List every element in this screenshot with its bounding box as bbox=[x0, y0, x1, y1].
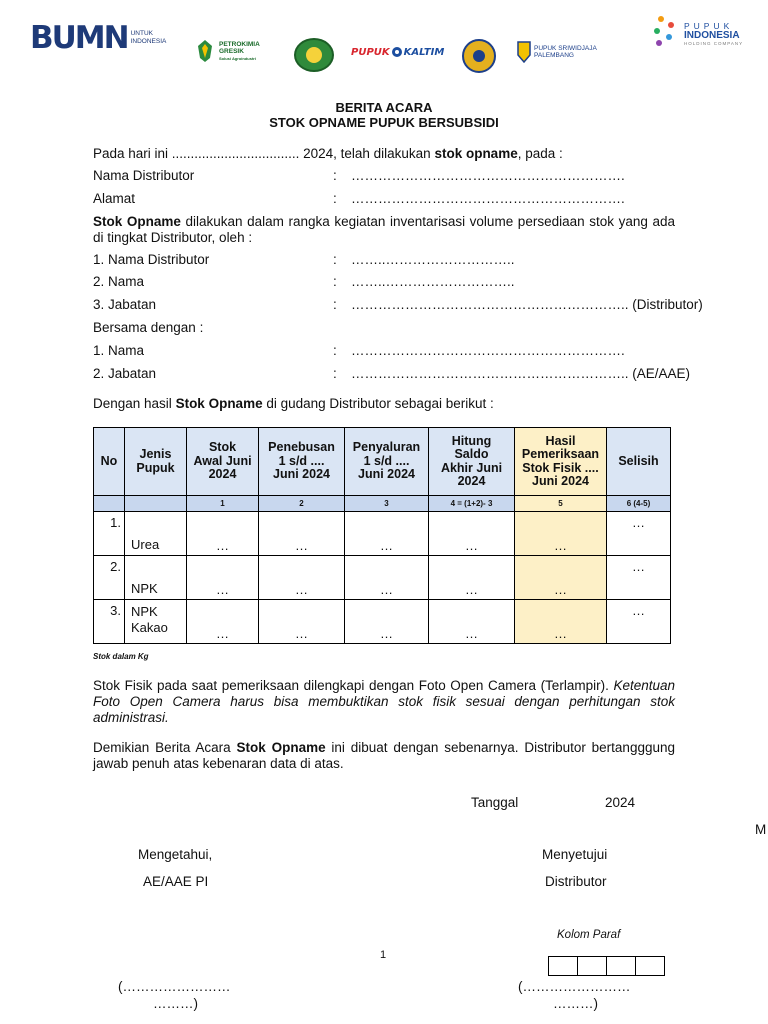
cell-stok-fisik[interactable]: … bbox=[515, 556, 607, 600]
cell-penebusan[interactable]: … bbox=[259, 600, 345, 644]
cell-selisih[interactable]: … bbox=[607, 556, 671, 600]
header-hitung-saldo: Hitung Saldo Akhir Juni 2024 bbox=[429, 428, 515, 496]
field-nama-distributor: Nama Distributor : ……………………………………………………. bbox=[93, 168, 625, 183]
table-number-row bbox=[94, 496, 671, 512]
paraf-cell[interactable] bbox=[578, 957, 607, 975]
table-row bbox=[94, 600, 671, 644]
field-jabatan-ae: 2. Jabatan : …………………………………………………….. (AE/AAE) bbox=[93, 366, 691, 381]
paraf-box[interactable] bbox=[548, 956, 665, 976]
field-nama: 2. Nama : ……..……………………….. bbox=[93, 274, 515, 289]
kaltim-drop-icon bbox=[391, 46, 403, 58]
cell-penyaluran[interactable]: … bbox=[345, 512, 429, 556]
header-penebusan: Penebusan 1 s/d .... Juni 2024 bbox=[259, 428, 345, 496]
pupuk-iskandar-muda-logo bbox=[462, 39, 496, 73]
cut-off-text: M bbox=[755, 822, 767, 837]
row-number: 2. bbox=[94, 556, 125, 600]
cell-stok-awal[interactable]: … bbox=[187, 512, 259, 556]
title-line-2: STOK OPNAME PUPUK BERSUBSIDI bbox=[269, 115, 499, 130]
cell-stok-fisik[interactable]: … bbox=[515, 600, 607, 644]
pupuk-indonesia-logo: PUPUK INDONESIA HOLDING COMPANY bbox=[652, 16, 743, 50]
column-number: 1 bbox=[187, 496, 259, 512]
cell-hitung-saldo[interactable]: … bbox=[429, 600, 515, 644]
row-number: 1. bbox=[94, 512, 125, 556]
sriwidjaja-shield-icon bbox=[517, 41, 531, 63]
ae-aae-label: AE/AAE PI bbox=[143, 874, 209, 889]
distributor-label: Distributor bbox=[545, 874, 607, 889]
cell-hitung-saldo[interactable]: … bbox=[429, 556, 515, 600]
bumn-wordmark: BUMN bbox=[30, 20, 128, 56]
row-jenis: NPK Kakao bbox=[125, 600, 187, 644]
kujang-emblem-icon bbox=[294, 38, 334, 72]
cell-penyaluran[interactable]: … bbox=[345, 556, 429, 600]
tanggal-year: 2024 bbox=[605, 795, 636, 810]
column-number: 4 = (1+2)- 3 bbox=[429, 496, 515, 512]
header-stok-awal: Stok Awal Juni 2024 bbox=[187, 428, 259, 496]
cell-stok-awal[interactable]: … bbox=[187, 556, 259, 600]
pupuk-sriwidjaja-logo: PUPUK SRIWIDJAJA PALEMBANG bbox=[517, 41, 597, 63]
paragraph-stok-opname: Stok Opname dilakukan dalam rangka kegiatan inventarisasi volume persediaan stok yang ada di tingkat Distributor, oleh : bbox=[93, 214, 675, 245]
row-jenis: NPK bbox=[125, 556, 187, 600]
title-line-1: BERITA ACARA bbox=[335, 100, 433, 115]
table-note: Stok dalam Kg bbox=[93, 652, 149, 661]
document-title bbox=[0, 100, 768, 130]
cell-penebusan[interactable]: … bbox=[259, 512, 345, 556]
table-row bbox=[94, 512, 671, 556]
bumn-logo bbox=[30, 20, 166, 56]
header-penyaluran: Penyaluran 1 s/d .... Juni 2024 bbox=[345, 428, 429, 496]
intro-line: Pada hari ini .................................. 2024, telah dilakukan stok opname, pada : bbox=[93, 146, 563, 161]
bersama-dengan: Bersama dengan : bbox=[93, 320, 204, 335]
tanggal-label: Tanggal bbox=[471, 795, 519, 810]
menyetujui-label: Menyetujui bbox=[542, 847, 608, 862]
header-hasil-pemeriksaan: Hasil Pemeriksaan Stok Fisik .... Juni 2024 bbox=[515, 428, 607, 496]
field-value: ……………………………………………………. bbox=[351, 191, 625, 206]
petrokimia-gresik-logo: PETROKIMIA GRESIK Solusi Agroindustri bbox=[194, 38, 260, 64]
cell-penebusan[interactable]: … bbox=[259, 556, 345, 600]
field-nama-ae: 1. Nama : ……………………………………………………. bbox=[93, 343, 625, 358]
paraf-cell[interactable] bbox=[549, 957, 578, 975]
hasil-intro: Dengan hasil Stok Opname di gudang Distributor sebagai berikut : bbox=[93, 396, 494, 411]
pupuk-kaltim-logo: PUPUK KALTIM bbox=[351, 46, 445, 58]
kolom-paraf-label: Kolom Paraf bbox=[557, 929, 621, 941]
table-row bbox=[94, 556, 671, 600]
column-number: 5 bbox=[515, 496, 607, 512]
cell-penyaluran[interactable]: … bbox=[345, 600, 429, 644]
stock-table bbox=[93, 427, 671, 644]
paragraph-demikian: Demikian Berita Acara Stok Opname ini dibuat dengan sebenarnya. Distributor bertangggung jawab penuh atas kebenaran data di atas. bbox=[93, 740, 675, 771]
right-signature-name-line-1: (…………………… bbox=[518, 979, 631, 994]
column-number: 3 bbox=[345, 496, 429, 512]
field-value: ……………………………………………………. bbox=[351, 168, 625, 183]
field-nama-distributor-2: 1. Nama Distributor : ……..……………………….. bbox=[93, 252, 515, 267]
field-label: Alamat bbox=[93, 191, 136, 206]
table-header-row bbox=[94, 428, 671, 496]
field-label: Nama Distributor bbox=[93, 168, 195, 183]
paragraph-foto: Stok Fisik pada saat pemeriksaan dilengkapi dengan Foto Open Camera (Terlampir). Ketentuan Foto Open Camera harus bisa membuktikan stok fisik sesuai dengan perhitungan stok administrasi. bbox=[93, 678, 675, 725]
paraf-cell[interactable] bbox=[636, 957, 664, 975]
left-signature-name-line-2: ………) bbox=[153, 996, 198, 1011]
cell-selisih[interactable]: … bbox=[607, 512, 671, 556]
header-selisih: Selisih bbox=[607, 428, 671, 496]
pupuk-kujang-logo bbox=[294, 38, 334, 72]
paraf-cell[interactable] bbox=[607, 957, 636, 975]
mengetahui-label: Mengetahui, bbox=[138, 847, 213, 862]
row-jenis: Urea bbox=[125, 512, 187, 556]
field-jabatan-distributor: 3. Jabatan : …………………………………………………….. (Distributor) bbox=[93, 297, 703, 312]
cell-selisih[interactable]: … bbox=[607, 600, 671, 644]
column-number: 6 (4-5) bbox=[607, 496, 671, 512]
header-no: No bbox=[94, 428, 125, 496]
header-jenis-pupuk: Jenis Pupuk bbox=[125, 428, 187, 496]
right-signature-name-line-2: ………) bbox=[553, 996, 598, 1011]
cell-stok-awal[interactable]: … bbox=[187, 600, 259, 644]
cell-stok-fisik[interactable]: … bbox=[515, 512, 607, 556]
page-number: 1 bbox=[380, 949, 387, 961]
pupuk-indonesia-dots-icon bbox=[652, 16, 682, 50]
row-number: 3. bbox=[94, 600, 125, 644]
column-number: 2 bbox=[259, 496, 345, 512]
petrokimia-emblem-icon bbox=[194, 38, 216, 64]
iskandar-muda-emblem-icon bbox=[462, 39, 496, 73]
left-signature-name-line-1: (…………………… bbox=[118, 979, 231, 994]
field-alamat: Alamat : ……………………………………………………. bbox=[93, 191, 625, 206]
cell-hitung-saldo[interactable]: … bbox=[429, 512, 515, 556]
bumn-tagline: UNTUK INDONESIA bbox=[130, 30, 167, 45]
